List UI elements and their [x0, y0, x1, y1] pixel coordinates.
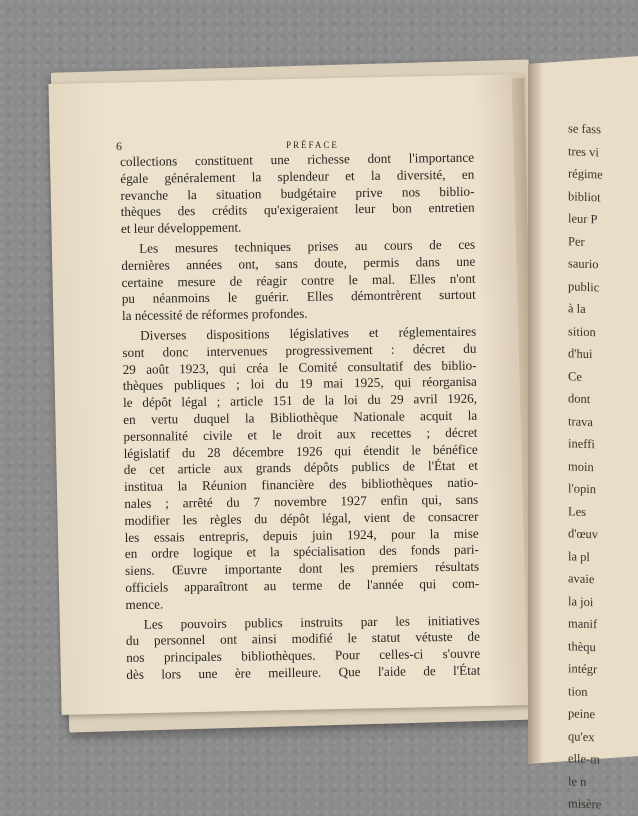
facing-page-fragment: misère [568, 796, 602, 812]
facing-page-fragment: trava [568, 413, 593, 429]
text-line: thèques publiques ; loi du 19 mai 1925, qui réorganisa [122, 374, 477, 394]
text-line: la nécessité de réformes profondes. [121, 305, 308, 324]
text-line: nos principales bibliothèques. Pour celles-ci s'ouvre [126, 645, 481, 666]
text-line: en ordre logique et la spécialisation des fonds pari- [124, 541, 479, 562]
facing-page-fragment: tres vi [568, 143, 599, 159]
paragraph [121, 237, 476, 325]
facing-page-fragment: d'œuv [568, 526, 599, 542]
facing-page-fragment: intégr [568, 661, 598, 677]
facing-page-fragment: ineffi [568, 436, 595, 452]
text-line: Diverses dispositions législatives et réglementaires [140, 323, 477, 343]
facing-page-fragment: la pl [568, 548, 590, 564]
facing-page-fragment: elle-m [568, 751, 600, 767]
facing-page-fragment: tion [568, 683, 588, 699]
facing-page-fragment: thèqu [568, 638, 596, 654]
paragraph [122, 324, 479, 614]
text-line: modifier les règles du dépôt légal, vient de consacrer [124, 508, 479, 528]
facing-page-fragment: l'opin [568, 481, 596, 497]
facing-page-fragment: le n [568, 773, 587, 789]
text-line: et leur développement. [120, 219, 242, 237]
facing-page-fragment: Les [568, 503, 587, 519]
text-line: de cet article aux grands dépôts publics de l'État et [123, 457, 478, 478]
text-line: du personnel ont ainsi modifié le statut vétuste de [125, 628, 481, 649]
text-line: dès lors une ère meilleure. Que l'aide de l'État [126, 662, 481, 682]
facing-page-fragment: public [568, 278, 600, 294]
facing-page-fragment: peine [568, 706, 596, 722]
text-line: certaine mesure de réagir contre le mal. Elles n'ont [121, 270, 476, 290]
paragraph [120, 150, 475, 238]
page-number: 6 [116, 139, 122, 153]
text-line: Les mesures techniques prises au cours de ces [139, 236, 476, 256]
text-line: égale généralement la splendeur et la diversité, en [120, 166, 475, 186]
text-line: revanche la situation budgétaire prive nos biblio- [120, 183, 475, 203]
text-line: Les pouvoirs publics instruits par les initiatives [143, 612, 480, 632]
text-line: mence. [125, 596, 164, 612]
text-line: dernières années ont, sans doute, permis dans une [121, 253, 476, 273]
facing-page-fragment: avaie [568, 571, 595, 587]
facing-page-text [568, 117, 608, 816]
paragraph [126, 612, 481, 684]
facing-page-fragment: régime [568, 166, 603, 182]
body-text [120, 150, 480, 684]
facing-page-fragment: à la [568, 301, 586, 316]
facing-page-fragment: dont [568, 391, 591, 407]
text-line: siens. Œuvre importante dont les premiers résultats [124, 558, 480, 579]
text-line: le dépôt légal ; article 151 de la loi du 29 avril 1926, [122, 390, 478, 411]
text-line: les essais entrepris, depuis juin 1924, pour la mise [124, 525, 479, 545]
facing-page-fragment: la joi [568, 593, 594, 609]
facing-page-fragment: qu'ex [568, 728, 595, 744]
running-head: PRÉFACE [286, 140, 339, 150]
text-line: officiels apparaîtront au terme de l'année qui com- [125, 575, 480, 595]
text-line: institua la Réunion financière des bibliothèques natio- [123, 474, 479, 495]
facing-page-fragment: leur P [568, 211, 598, 227]
text-line: collections constituent une richesse dont l'importance [120, 149, 475, 169]
text-line: sont donc intervenues progressivement : décret du [122, 340, 477, 360]
text-line: pu néanmoins le guérir. Elles démontrèrent surtout [121, 287, 476, 307]
facing-page-fragment: bibliot [568, 188, 601, 204]
facing-page-fragment: saurio [568, 256, 599, 272]
text-line: en vertu duquel la Bibliothèque Nationale acquit la [123, 407, 478, 427]
facing-page-fragment: moin [568, 458, 594, 474]
facing-page-fragment: Ce [568, 368, 582, 384]
text-line: thèques des crédits qu'exigeraient leur bon entretien [120, 200, 475, 220]
facing-page-fragment: Per [568, 233, 585, 249]
facing-page-fragment: se fass [568, 121, 601, 137]
text-line: nales ; arrêté du 7 novembre 1927 enfin qui, sans [124, 491, 479, 511]
text-line: législatif du 28 décembre 1926 qui étendit le bénéfice [123, 441, 478, 461]
facing-page-fragment: d'hui [568, 346, 593, 362]
facing-page-fragment: manif [568, 616, 598, 632]
facing-page-fragment: sition [568, 323, 596, 339]
text-line: personnalité civile et le droit aux recettes ; décret [123, 424, 478, 444]
text-line: 29 août 1923, qui créa le Comité consultatif des biblio- [122, 357, 477, 377]
